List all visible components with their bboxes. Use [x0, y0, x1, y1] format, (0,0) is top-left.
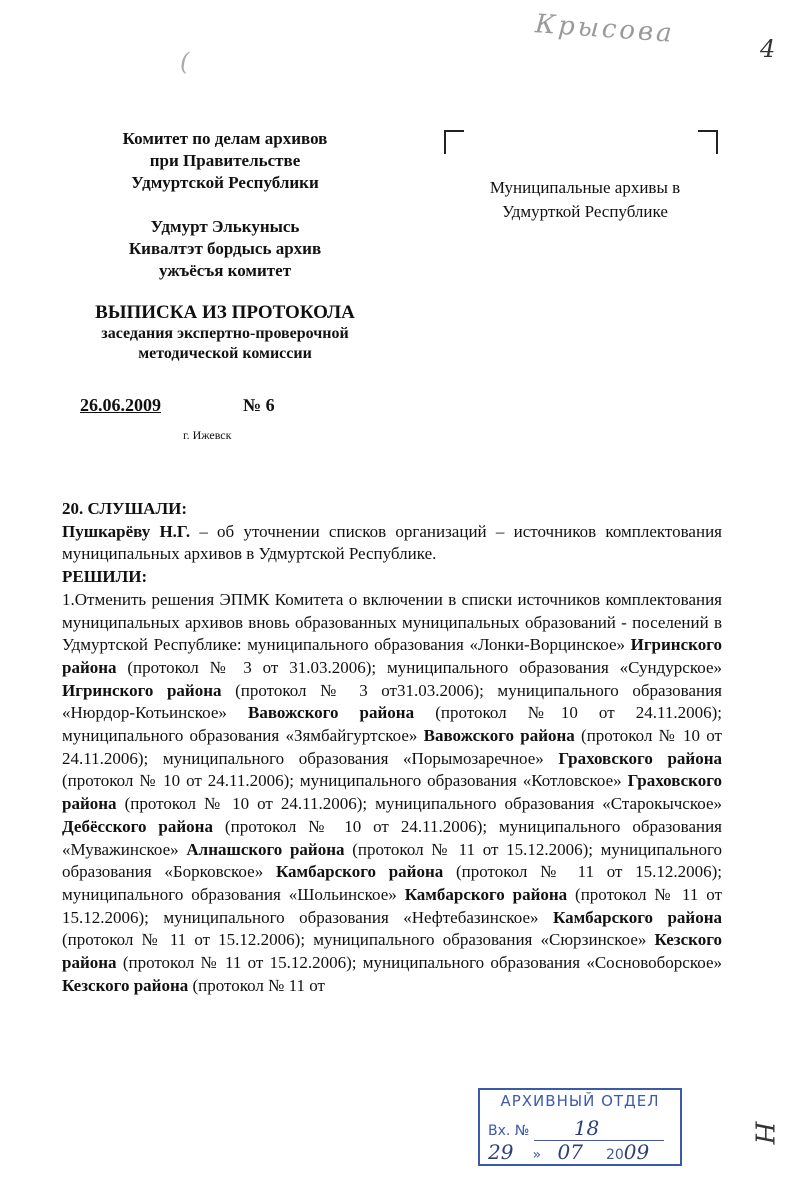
protocol-body [62, 498, 722, 997]
address-corner-left [444, 130, 464, 154]
district-name: Дебёсского района [62, 816, 213, 836]
stamp-date-sep: » [532, 1147, 542, 1163]
decision-text: (протокол № 10 от 24.11.2006); муниципального образования «Старокычское» [116, 794, 722, 814]
district-name: Кезского района [62, 930, 722, 973]
document-subtitle: заседания экспертно-проверочной методической комиссии [101, 325, 349, 362]
decision-text: (протокол № 11 от 15.12.2006); муниципального образования «Борковское» [62, 839, 722, 882]
decided-heading: РЕШИЛИ: [62, 567, 148, 587]
addressee: Муниципальные архивы в Удмурткой Республике [489, 178, 681, 221]
handwritten-mark: ( [180, 48, 190, 76]
decision-text: (протокол №10 от 24.11.2006); муниципального образования «Зямбайгуртское» [62, 703, 723, 746]
handwritten-note: Крысова [534, 9, 676, 49]
document-title: ВЫПИСКА ИЗ ПРОТОКОЛА [95, 302, 355, 323]
decision-text: (протокол № 11 от [188, 975, 325, 995]
decision-text: (протокол № 11 от 15.12.2006); муниципального образования «Сосновоборское» [116, 953, 722, 973]
org-name-ru: Комитет по делам архивов при Правительстве Удмуртской Республики [122, 129, 328, 192]
decision-paragraph [62, 589, 722, 998]
decision-text: (протокол № 3 от31.03.2006); муниципального образования «Нюрдор-Котьинское» [62, 680, 723, 723]
document-number: № 6 [243, 395, 275, 415]
stamp-date-month: 07 [557, 1140, 583, 1164]
stamp-date-day: 29 [488, 1140, 514, 1164]
decision-text: (протокол № 11 от 15.12.2006); муниципального образования «Сюрзинское» [62, 930, 655, 950]
date-number-row [80, 395, 275, 416]
district-name: Камбарского района [275, 862, 444, 882]
district-name: Алнашского района [186, 839, 345, 859]
district-name: Игринского района [62, 680, 222, 700]
decision-text: (протокол № 10 от 24.11.2006); муниципального образования «Порымозаречное» [62, 726, 722, 768]
document-city: г. Ижевск [183, 428, 232, 442]
address-corner-right [698, 130, 718, 154]
district-name: Вавожского района [423, 726, 575, 746]
stamp-in-number: 18 [573, 1116, 600, 1140]
speaker-name: Пушкарёву Н.Г. [62, 521, 191, 541]
stamp-incoming-row [488, 1116, 664, 1141]
district-name: Граховского района [558, 748, 722, 768]
stamp-title: АРХИВНЫЙ ОТДЕЛ [500, 1092, 660, 1110]
stamp-year-prefix: 20 [605, 1147, 624, 1163]
decision-text: (протокол № 11 от 15.12.2006); муниципального образования «Шольинское» [62, 862, 723, 904]
decision-text: 1.Отменить решения ЭПМК Комитета о включении в списки источников комплектования муниципальных архивов вновь образованных муниципальных образований - поселений в Удмуртской Республике: муниципального образования «Лонки-Ворцинское» [62, 589, 722, 655]
district-name: Игринского района [62, 635, 722, 677]
heard-heading: 20. СЛУШАЛИ: [62, 499, 187, 518]
stamp-in-label: Вх. № [488, 1123, 530, 1139]
decision-text: (протокол № 11 от 15.12.2006); муниципального образования «Нефтебазинское» [62, 884, 722, 927]
decision-text: (протокол № 10 от 24.11.2006); муниципального образования «Муважинское» [62, 816, 722, 859]
heard-text: – об уточнении списков организаций – источников комплектования муниципальных архивов в Удмуртской Республике. [62, 521, 722, 564]
district-name: Камбарского района [404, 884, 568, 904]
district-name: Граховского района [62, 771, 722, 814]
district-name: Кезского района [62, 975, 189, 995]
handwritten-page-number: 4 [760, 35, 776, 63]
heard-paragraph [62, 521, 722, 566]
archive-stamp [478, 1088, 682, 1166]
document-date: 26.06.2009 [80, 395, 161, 415]
letterhead [60, 128, 390, 364]
org-name-udm: Удмурт Элькунысь Кивалтэт бордысь архив ужъёсъя комитет [128, 217, 322, 280]
decision-text: (протокол № 3 от 31.03.2006); муниципального образования «Сундурское» [116, 657, 722, 677]
decision-text: (протокол № 10 от 24.11.2006); муниципального образования «Котловское» [62, 771, 628, 791]
district-name: Вавожского района [248, 703, 415, 723]
district-name: Камбарского района [552, 907, 723, 927]
stamp-date-row [488, 1140, 649, 1165]
stamp-date-year: 09 [623, 1140, 650, 1164]
handwritten-side-mark: Н [748, 1121, 779, 1145]
